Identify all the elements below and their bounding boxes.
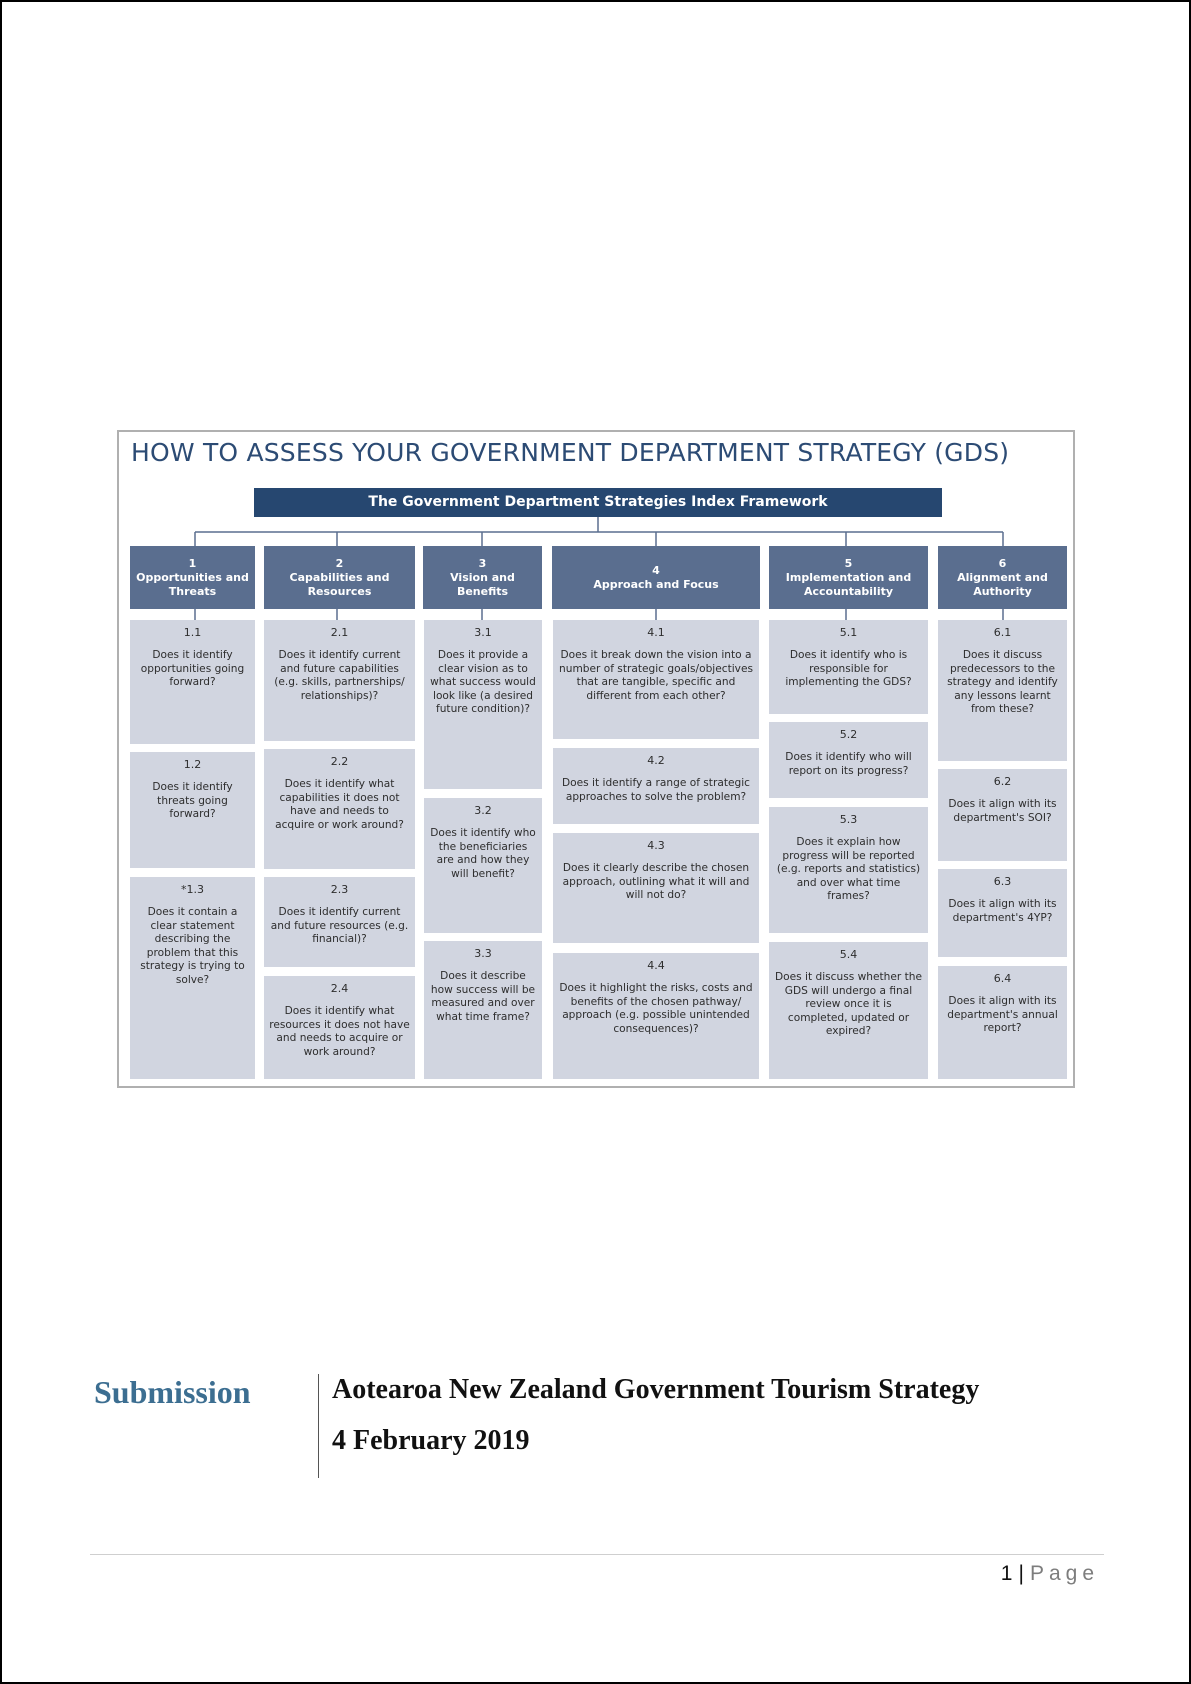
footer-rule — [90, 1554, 1104, 1555]
criterion-question: Does it identify a range of strategic approaches to solve the problem? — [562, 777, 750, 803]
column-label: Implementation and Accountability — [785, 570, 912, 598]
criterion-number: 6.3 — [993, 875, 1012, 888]
criterion-number: 4.4 — [647, 959, 665, 972]
criterion-number: 2.2 — [330, 755, 349, 768]
column-header-1 — [130, 546, 255, 609]
criterion-question: Does it describe how success will be measured and over what time frame? — [430, 970, 536, 1023]
criterion-question: Does it explain how progress will be reported (e.g. reports and statistics) and over what time frames? — [776, 836, 921, 902]
page-separator: | — [1018, 1562, 1024, 1585]
criterion-question: Does it identify current and future resources (e.g. financial)? — [270, 906, 409, 945]
criterion-number: 3.3 — [474, 947, 492, 960]
column-number: 3 — [478, 556, 487, 570]
criterion-question: Does it highlight the risks, costs and benefits of the chosen pathway/ approach (e.g. possible unintended consequences)? — [559, 982, 753, 1035]
framework-banner: The Government Department Strategies Index Framework — [254, 488, 942, 517]
column-header-5 — [769, 546, 928, 609]
criterion-4-4 — [553, 953, 759, 1079]
criterion-number: 2.1 — [330, 626, 349, 639]
criterion-number: 5.2 — [839, 728, 858, 741]
criterion-number: 4.1 — [647, 626, 665, 639]
criterion-number: 6.2 — [993, 775, 1012, 788]
criterion-number: 5.3 — [839, 813, 858, 826]
criterion-question: Does it identify who will report on its progress? — [785, 751, 912, 777]
column-number: 4 — [652, 563, 660, 577]
criterion-question: Does it discuss whether the GDS will undergo a final review once it is completed, updated or expired? — [774, 971, 923, 1037]
criterion-number: 6.1 — [993, 626, 1012, 639]
criterion-question: Does it contain a clear statement describing the problem that this strategy is trying to solve? — [140, 906, 245, 986]
criterion-3-3 — [424, 941, 542, 1079]
criterion-4-2 — [553, 748, 759, 824]
criterion-question: Does it identify what resources it does not have and needs to acquire or work around? — [269, 1005, 410, 1058]
page-number: 1 — [1000, 1562, 1013, 1585]
submission-title: Aotearoa New Zealand Government Tourism Strategy — [332, 1374, 980, 1405]
criterion-5-4 — [769, 942, 928, 1079]
criterion-question: Does it align with its department's SOI? — [948, 798, 1057, 824]
criterion-5-3 — [769, 807, 928, 933]
criterion-3-1 — [424, 620, 542, 789]
criterion-6-3 — [938, 869, 1067, 957]
criterion-6-1 — [938, 620, 1067, 761]
criterion-4-1 — [553, 620, 759, 739]
criterion-question: Does it provide a clear vision as to what success would look like (a desired future condition)? — [430, 649, 536, 715]
criterion-number: 2.3 — [330, 883, 349, 896]
column-label: Approach and Focus — [593, 577, 719, 591]
criterion-2-3 — [264, 877, 415, 967]
criterion-number: 6.4 — [993, 972, 1012, 985]
criterion-question: Does it identify current and future capabilities (e.g. skills, partnerships/ relationships)? — [274, 649, 405, 702]
criterion-number: 4.3 — [647, 839, 665, 852]
criterion-1-1 — [130, 620, 255, 744]
column-label: Opportunities and Threats — [136, 570, 249, 598]
criterion-number: 3.1 — [474, 626, 492, 639]
criterion-question: Does it identify what capabilities it does not have and needs to acquire or work around? — [275, 778, 404, 831]
criterion-question: Does it identify who is responsible for implementing the GDS? — [785, 649, 912, 688]
criterion-6-2 — [938, 769, 1067, 861]
criterion-number: 2.4 — [330, 982, 349, 995]
column-number: 1 — [188, 556, 197, 570]
column-label: Alignment and Authority — [957, 570, 1048, 598]
criterion-number: 1.1 — [183, 626, 202, 639]
submission-date: 4 February 2019 — [332, 1425, 530, 1456]
criterion-2-4 — [264, 976, 415, 1079]
criterion-5-2 — [769, 722, 928, 798]
criterion-1-2 — [130, 752, 255, 868]
criterion-4-3 — [553, 833, 759, 943]
column-header-3 — [423, 546, 542, 609]
column-number: 6 — [998, 556, 1007, 570]
submission-divider — [318, 1374, 319, 1478]
criterion-question: Does it identify threats going forward? — [152, 781, 233, 820]
criterion-number: 1.2 — [183, 758, 202, 771]
criterion-question: Does it identify who the beneficiaries are and how they will benefit? — [430, 827, 536, 880]
column-header-2 — [264, 546, 415, 609]
criterion-question: Does it identify opportunities going forward? — [140, 649, 245, 688]
criterion-question: Does it align with its department's annual report? — [947, 995, 1058, 1034]
criterion-number: *1.3 — [181, 883, 204, 896]
criterion-1-3 — [130, 877, 255, 1079]
criterion-6-4 — [938, 966, 1067, 1079]
page-footer — [1001, 1562, 1099, 1586]
page-word: Page — [1029, 1562, 1099, 1585]
criterion-question: Does it discuss predecessors to the strategy and identify any lessons learnt from these? — [947, 649, 1058, 715]
criterion-question: Does it clearly describe the chosen approach, outlining what it will and will not do? — [562, 862, 750, 901]
submission-label: Submission — [94, 1374, 251, 1410]
criterion-number: 5.1 — [839, 626, 858, 639]
column-header-6 — [938, 546, 1067, 609]
gds-framework-figure — [117, 430, 1075, 1088]
criterion-2-1 — [264, 620, 415, 741]
criterion-3-2 — [424, 798, 542, 933]
figure-title: HOW TO ASSESS YOUR GOVERNMENT DEPARTMENT STRATEGY (GDS) — [131, 438, 1010, 467]
criterion-number: 3.2 — [474, 804, 492, 817]
criterion-question: Does it align with its department's 4YP? — [948, 898, 1057, 924]
column-header-4 — [552, 546, 760, 609]
column-number: 2 — [335, 556, 344, 570]
column-label: Vision and Benefits — [450, 570, 515, 598]
criterion-number: 4.2 — [647, 754, 665, 767]
column-number: 5 — [844, 556, 853, 570]
criterion-question: Does it break down the vision into a number of strategic goals/objectives that are tangible, specific and different from each other? — [559, 649, 753, 702]
criterion-2-2 — [264, 749, 415, 869]
criterion-number: 5.4 — [839, 948, 858, 961]
column-label: Capabilities and Resources — [289, 570, 390, 598]
criterion-5-1 — [769, 620, 928, 714]
